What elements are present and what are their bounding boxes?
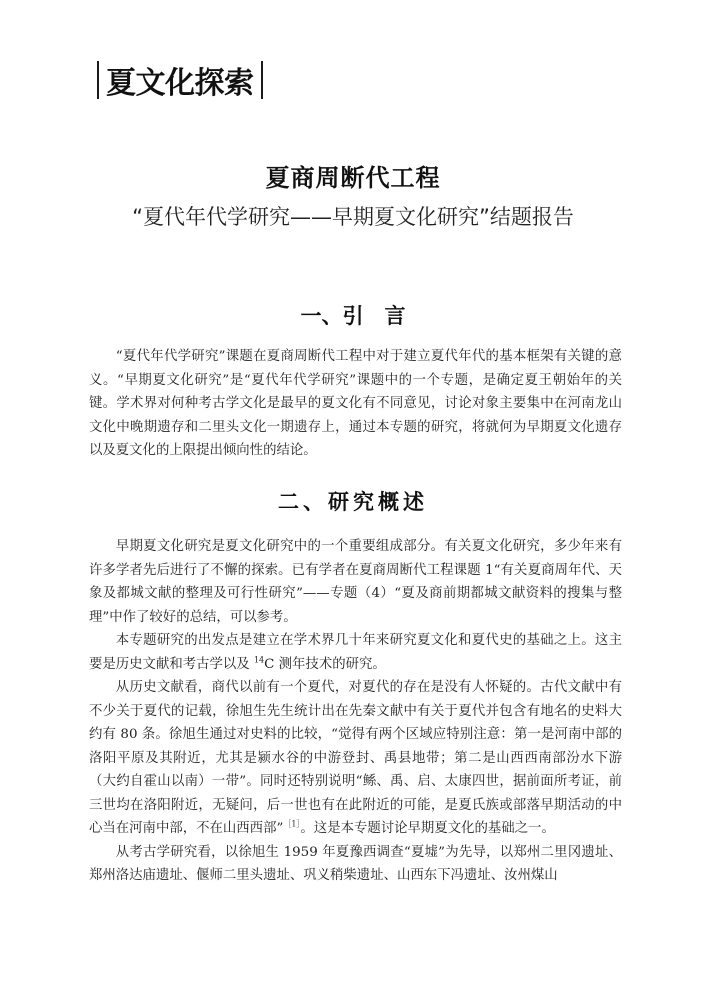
header-divider-right xyxy=(261,61,263,99)
paragraph-text: 从历史文献看，商代以前有一个夏代，对夏代的存在是没有人怀疑的。古代文献中有不少关于夏代的记载，徐旭生先生统计出在先秦文献中有关于夏代并包含有地名的史料大约有 80 条。徐旭生通过对史料的比较，“觉得有两个区域应特别注意：第一是河南中部的洛阳平原及其附近，尤其是颍水谷的中游登封、禹县地带；第二是山西西南部汾水下游（大约自霍山以南）一带”。同时还特别说明“鲧、禹、启、太康四世，据前面所考证，前三世均在洛阳附近，无疑问，后一世也有在此附近的可能，是夏氏族或部落早期活动的中心当在河南中部，不在山西西部” xyxy=(89,680,622,836)
section-body-overview xyxy=(89,535,622,888)
citation-reference: ［1］ xyxy=(283,819,301,829)
section-label: 夏文化探索 xyxy=(106,66,254,101)
paragraph-text: 。这是本专题讨论早期夏文化的基础之一。 xyxy=(300,821,555,836)
paragraph xyxy=(89,629,622,676)
section-heading-overview: 二、研究概述 xyxy=(278,489,428,514)
section-heading-introduction: 一、引 言 xyxy=(300,303,406,328)
paragraph: “夏代年代学研究”课题在夏商周断代工程中对于建立夏代年代的基本框架有关键的意义。“早期夏文化研究”是“夏代年代学研究”课题中的一个专题，是确定夏王朝始年的关键。学术界对何种考古学文化是最早的夏文化有不同意见，讨论对象主要集中在河南龙山文化中晚期遗存和二里头文化一期遗存上，通过本专题的研究，将就何为早期夏文化遗存以及夏文化的上限提出倾向性的结论。 xyxy=(89,349,622,458)
paragraph: 从考古学研究看，以徐旭生 1959 年夏豫西调查“夏墟”为先导，以郑州二里冈遗址、郑州洛达庙遗址、偃师二里头遗址、巩义稍柴遗址、山西东下冯遗址、汝州煤山 xyxy=(89,844,622,883)
article-subtitle: “夏代年代学研究——早期夏文化研究”结题报告 xyxy=(132,205,574,229)
paragraph-text: C 测年技术的研究。 xyxy=(264,656,386,672)
article-title: 夏商周断代工程 xyxy=(265,163,441,192)
paragraph xyxy=(89,676,622,841)
paragraph-text: 本专题研究的出发点是建立在学术界几十年来研究夏文化和夏代史的基础之上。这主要是历史文献和考古学以及 xyxy=(89,633,622,672)
isotope-superscript: 14 xyxy=(253,655,265,665)
running-header xyxy=(97,60,263,100)
paragraph: 早期夏文化研究是夏文化研究中的一个重要组成部分。有关夏文化研究，多少年来有许多学者先后进行了不懈的探索。已有学者在夏商周断代工程课题 1“有关夏商周年代、天象及都城文献的整理及可行性研究”——专题（4）“夏及商前期都城文献资料的搜集与整理”中作了较好的总结，可以参考。 xyxy=(89,539,622,625)
section-body-introduction xyxy=(89,345,622,463)
